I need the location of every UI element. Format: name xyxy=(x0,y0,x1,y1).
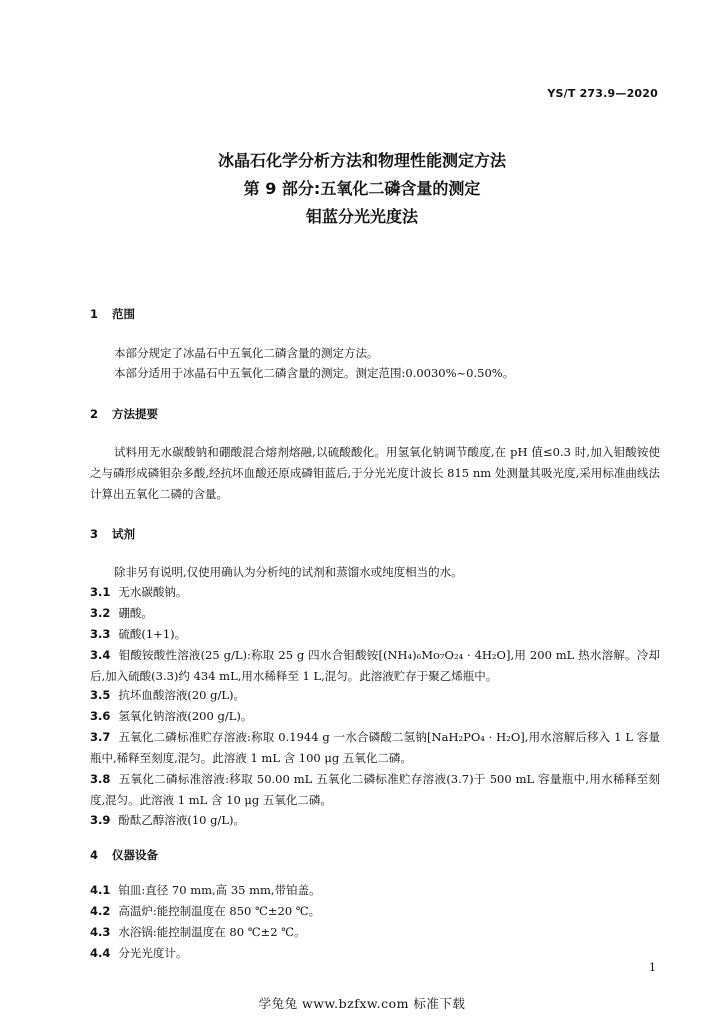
item-text: 高温炉:能控制温度在 850 ℃±20 ℃。 xyxy=(118,904,321,918)
item-number: 3.6 xyxy=(90,709,111,723)
title-line-3: 钼蓝分光光度法 xyxy=(305,207,418,226)
reagent-item xyxy=(90,603,660,624)
reagent-item xyxy=(90,685,660,706)
title-line-2: 第 9 部分:五氧化二磷含量的测定 xyxy=(243,179,481,198)
title-line-1: 冰晶石化学分析方法和物理性能测定方法 xyxy=(217,151,506,170)
item-text: 无水碳酸钠。 xyxy=(118,585,188,599)
section-number: 2 xyxy=(90,407,99,421)
standard-code: YS/T 273.9—2020 xyxy=(547,87,658,100)
item-number: 3.8 xyxy=(90,772,111,786)
item-text: 氢氧化钠溶液(200 g/L)。 xyxy=(118,709,253,723)
footer-watermark: 学兔兔 www.bzfxw.com 标准下载 xyxy=(258,996,466,1011)
reagent-item xyxy=(90,727,660,769)
page-number: 1 xyxy=(649,961,656,974)
equipment-item xyxy=(90,922,660,943)
item-number: 4.1 xyxy=(90,883,111,897)
section-number: 4 xyxy=(90,848,99,862)
section-title: 范围 xyxy=(112,307,135,321)
item-number: 3.3 xyxy=(90,627,111,641)
item-number: 3.5 xyxy=(90,688,111,702)
section-1-paragraph-1: 本部分规定了冰晶石中五氧化二磷含量的测定方法。 xyxy=(114,346,379,360)
section-2-paragraph: 试料用无水碳酸钠和硼酸混合熔剂熔融,以硫酸酸化。用氢氧化钠调节酸度,在 pH 值≤0.3 时,加入钼酸铵使之与磷形成磷钼杂多酸,经抗坏血酸还原成磷钼蓝后,于分光光度计波长 815 nm 处测量其吸光度,采用标准曲线法计算出五氧化二磷的含量。 xyxy=(90,445,660,501)
item-number: 4.4 xyxy=(90,946,111,960)
section-number: 1 xyxy=(90,307,99,321)
reagent-item xyxy=(90,706,660,727)
item-text: 分光光度计。 xyxy=(118,946,188,960)
equipment-item xyxy=(90,901,660,922)
section-1-paragraph-2: 本部分适用于冰晶石中五氧化二磷含量的测定。测定范围:0.0030%~0.50%。 xyxy=(114,366,515,380)
equipment-item xyxy=(90,880,660,901)
reagent-item xyxy=(90,810,660,831)
item-text: 抗坏血酸溶液(20 g/L)。 xyxy=(118,688,246,702)
item-text: 酚酞乙醇溶液(10 g/L)。 xyxy=(118,813,246,827)
item-text: 水浴锅:能控制温度在 80 ℃±2 ℃。 xyxy=(118,925,306,939)
item-text: 钼酸铵酸性溶液(25 g/L):称取 25 g 四水合钼酸铵[(NH₄)₆Mo₇O₂₄ · 4H₂O],用 200 mL 热水溶解。冷却后,加入硫酸(3.3)约 434 mL,用水稀释至 1 L,混匀。此溶液贮存于聚乙烯瓶中。 xyxy=(90,648,660,683)
equipment-item xyxy=(90,943,660,964)
item-number: 3.9 xyxy=(90,813,111,827)
item-text: 五氧化二磷标准贮存溶液:称取 0.1944 g 一水合磷酸二氢钠[NaH₂PO₄ · H₂O],用水溶解后移入 1 L 容量瓶中,稀释至刻度,混匀。此溶液 1 mL 含 100 μg 五氧化二磷。 xyxy=(90,730,660,765)
item-number: 3.7 xyxy=(90,730,111,744)
section-number: 3 xyxy=(90,527,99,541)
section-title: 试剂 xyxy=(112,527,135,541)
item-text: 五氧化二磷标准溶液:移取 50.00 mL 五氧化二磷标准贮存溶液(3.7)于 500 mL 容量瓶中,用水稀释至刻度,混匀。此溶液 1 mL 含 10 μg 五氧化二磷。 xyxy=(90,772,660,807)
item-text: 硼酸。 xyxy=(118,606,153,620)
item-number: 4.3 xyxy=(90,925,111,939)
item-text: 硫酸(1+1)。 xyxy=(118,627,187,641)
section-1-heading xyxy=(90,306,135,322)
section-4-heading xyxy=(90,847,158,863)
item-text: 铂皿:直径 70 mm,高 35 mm,带铂盖。 xyxy=(118,883,321,897)
section-title: 仪器设备 xyxy=(112,848,158,862)
reagent-item xyxy=(90,582,660,603)
reagent-item xyxy=(90,624,660,645)
reagent-item xyxy=(90,769,660,811)
reagent-item xyxy=(90,645,660,687)
section-2-heading xyxy=(90,406,158,422)
item-number: 3.2 xyxy=(90,606,111,620)
item-number: 3.4 xyxy=(90,648,111,662)
item-number: 4.2 xyxy=(90,904,111,918)
section-3-intro: 除非另有说明,仅使用确认为分析纯的试剂和蒸馏水或纯度相当的水。 xyxy=(114,565,463,579)
item-number: 3.1 xyxy=(90,585,111,599)
section-3-heading xyxy=(90,526,135,542)
section-title: 方法提要 xyxy=(112,407,158,421)
